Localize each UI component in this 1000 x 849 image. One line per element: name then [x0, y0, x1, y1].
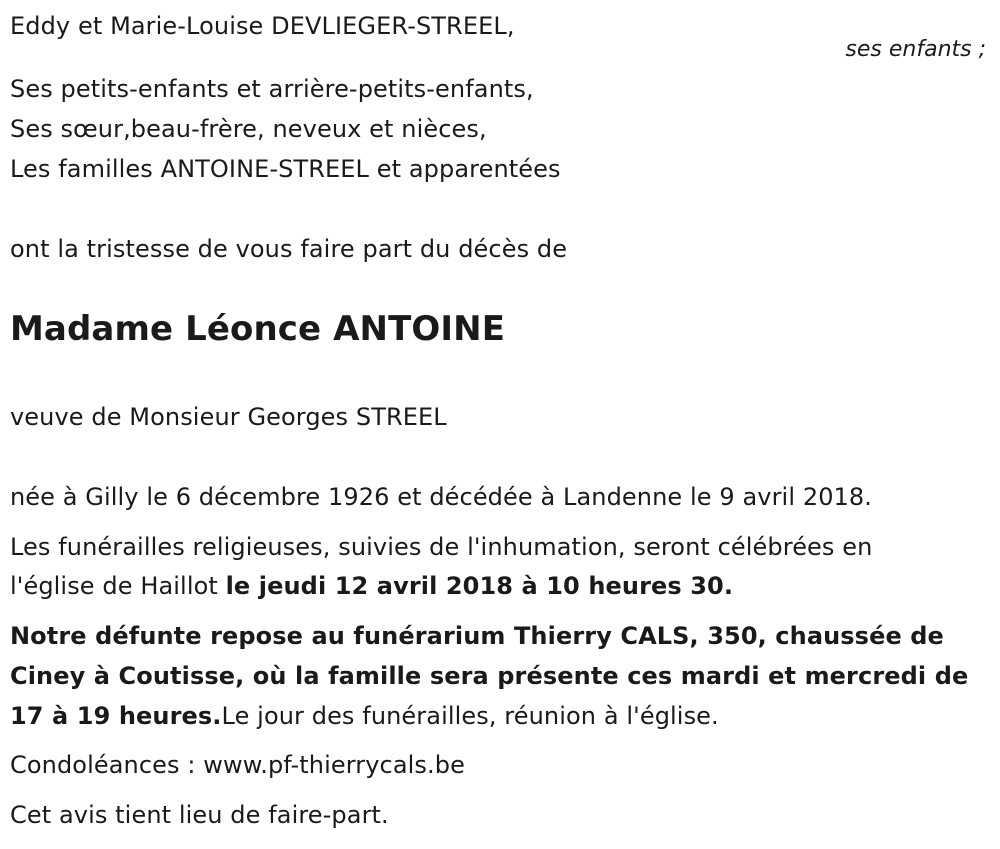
birth-death-info: née à Gilly le 6 décembre 1926 et décédée à Landenne le 9 avril 2018. — [10, 483, 873, 511]
condolences-text: Condoléances : www.pf-thierrycals.be — [10, 751, 465, 779]
visitation-line-2: Ciney à Coutisse, où la famille sera présente ces mardi et mercredi de — [10, 662, 969, 690]
funeral-line-2 — [10, 566, 733, 606]
visitation-line-1: Notre défunte repose au funérarium Thierry CALS, 350, chaussée de — [10, 622, 944, 650]
deceased-name: Madame Léonce ANTOINE — [10, 309, 506, 349]
children-names: Eddy et Marie-Louise DEVLIEGER-STREEL, — [10, 12, 515, 40]
visitation-line-3 — [10, 696, 719, 736]
funeral-day-meeting: Le jour des funérailles, réunion à l'église. — [221, 702, 719, 730]
family-line-families: Les familles ANTOINE-STREEL et apparentées — [10, 155, 561, 183]
closing-text: Cet avis tient lieu de faire-part. — [10, 801, 389, 829]
funeral-location: l'église de Haillot — [10, 572, 226, 600]
children-label: ses enfants ; — [845, 37, 986, 62]
widow-of: veuve de Monsieur Georges STREEL — [10, 403, 447, 431]
family-line-siblings: Ses sœur,beau-frère, neveux et nièces, — [10, 115, 487, 143]
family-line-grandchildren: Ses petits-enfants et arrière-petits-enfants, — [10, 75, 534, 103]
funeral-date: le jeudi 12 avril 2018 à 10 heures 30. — [225, 572, 734, 600]
visitation-hours: 17 à 19 heures. — [10, 702, 222, 730]
announcement-text: ont la tristesse de vous faire part du décès de — [10, 235, 568, 263]
funeral-line-1: Les funérailles religieuses, suivies de l'inhumation, seront célébrées en — [10, 533, 873, 561]
